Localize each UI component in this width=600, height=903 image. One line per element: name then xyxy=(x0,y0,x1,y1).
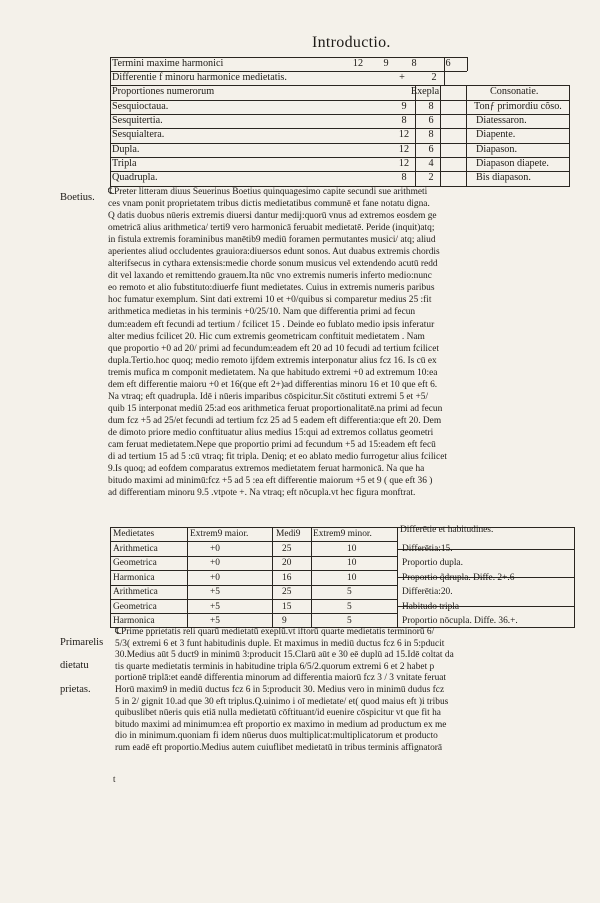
cell: 5 xyxy=(347,587,352,598)
column-header: Differētie et habitudines. xyxy=(400,525,494,535)
cell: 12 xyxy=(398,158,410,169)
cell: 12 xyxy=(398,144,410,155)
text-line: de dimoto priore medio conftituatur alius medius 15:qui ad extremos collatus geometri xyxy=(108,427,434,438)
cell: 16 xyxy=(282,572,292,583)
column-header: Medi9 xyxy=(276,529,301,539)
cell: Arithmetica xyxy=(113,544,158,554)
text-line: ad differentiam minoru 9.5 .vtpote +. Na vtraq; eft nōcupla.vt hec figura monftrat. xyxy=(108,488,416,499)
column-header: Medietates xyxy=(113,529,155,539)
text-line: dum fcz +5 ad 25/et fecundi ad tertium fcz 25 ad 5 eadem eft differentia:que eft 20. Dem xyxy=(108,415,442,426)
cell: 5 xyxy=(347,616,352,626)
margin-note: dietatu xyxy=(60,660,89,671)
row-label: Dupla. xyxy=(112,144,140,155)
running-header: Introductio. xyxy=(312,34,391,51)
text-line: dio in minimum.quoniam fi idem nūerus duos multiplicat:multiplicatorum et producto xyxy=(115,731,438,742)
cell: Geometrica xyxy=(113,601,157,612)
cell: + xyxy=(399,72,405,83)
table-header-row xyxy=(110,527,576,542)
cell: 5 xyxy=(347,601,352,612)
cell: 12 xyxy=(398,129,410,140)
text-line: dem eft differentie maioru +0 et 16(que eft 2+)ad differentias minoru 16 et 10 que eft 6. xyxy=(108,379,438,390)
cell: 25 xyxy=(282,544,292,554)
text-line: Na vtraq; eft quadrupla. Idē i nūeris imparibus cōspicitur.Sit cōstituti extremi 5 et +5/ xyxy=(108,391,429,402)
cell: Exepla xyxy=(410,86,440,97)
text-line: Q datis duobus nūeris extremis diuersi dantur medij:quorū vnus ad extremos eosdem ge xyxy=(108,211,437,222)
text-line: hoc fumatur exemplum. Sint dati extremi 10 et +0/quibus si comparetur medius 25 :fit xyxy=(108,295,432,306)
text-line: 5 in 2/ gignit 10.ad que 30 eft triplus.Q.uinimo i oī medietate/ et( quod maius eft )i tribus xyxy=(115,696,449,707)
row-label: Sesquitertia. xyxy=(112,115,163,126)
row-label: Differentie f minoru harmonice medietatis. xyxy=(112,72,287,83)
table-row xyxy=(110,143,570,157)
text-line: tremis mufica m componit medietatem. Na que habitudo extremi +0 ad extremum 10:ea xyxy=(108,367,438,378)
row-label: Sesquialtera. xyxy=(112,129,165,140)
cell: 8 xyxy=(428,129,434,140)
cell-note: Differētia:20. xyxy=(402,587,453,598)
cell: Diatessaron. xyxy=(476,115,527,126)
cell: Harmonica xyxy=(113,572,155,583)
table-row xyxy=(110,585,576,600)
text-line: eo remoto et alio fubstituto:diuerfe fiunt medietates. Cuius in extremis numeris paribus xyxy=(108,283,435,294)
table-row xyxy=(110,542,576,557)
cell: 6 xyxy=(428,144,434,155)
text-line: alterifsecus in cythara extensis:medie chorde sonum musicus vel extendendo acutū redd xyxy=(108,259,438,270)
text-line: cam feruat medietatem.Nepe que proportio primi ad fecundum +5 ad 15:eadem eft fecū xyxy=(108,439,436,450)
text-line: portionē triplā:et eandē differentia minorum ad differentia maiorū fcz 3 / 3 vnitate feruat xyxy=(115,673,447,684)
cell-note: Differētia:15. xyxy=(402,544,453,554)
text-line: bitudo maximi ad minimum:ea eft proportio ex maximo in medium ad productum ex me xyxy=(115,719,447,730)
cell: 9 xyxy=(282,616,287,626)
cell: 10 xyxy=(347,572,357,583)
cell: 8 xyxy=(428,101,434,112)
cell: 4 xyxy=(428,158,434,169)
text-line: dupla.Tertio.hoc quoq; medio remoto ijfdem extremis interponatur alius fcz 16. Is cū ex xyxy=(108,355,437,366)
cell: Geometrica xyxy=(113,558,157,569)
text-line: dum:eadem eft fecundi ad tertium / fcilicet 15 . Deinde eo fublato medio ipsis inferatur xyxy=(108,319,435,330)
table-row xyxy=(110,114,570,128)
cell: 12 xyxy=(352,58,364,69)
table-row xyxy=(110,171,570,185)
cell: 8 xyxy=(401,115,407,126)
margin-note: prietas. xyxy=(60,684,91,695)
cell-note: Proportio nōcupla. Diffe. 36.+. xyxy=(402,616,518,626)
table-row xyxy=(110,556,576,571)
cell: 9 xyxy=(401,101,407,112)
cell: +0 xyxy=(210,558,220,569)
text-line: di ad tertium 15 ad 5 :cū vtraq; fit tripla. Deniq; et eo ablato medio furrogetur alius fcilicet xyxy=(108,452,447,463)
text-line: aperientes aliud occludentes grauiora:diuersos edunt sonos. Aut duabus extremis chordis xyxy=(108,247,440,258)
cell: 10 xyxy=(347,544,357,554)
text-line: bitudo maximi ad minimū:fcz +5 ad 5 :ea eft differentie maiorum +5 et 9 ( que eft 36 ) xyxy=(108,476,433,487)
table-row xyxy=(110,71,570,85)
body-text xyxy=(108,186,570,499)
text-line: 9.Is quoq; ad eofdem comparatus extremos medietatem feruat harmonicā. Na que ha xyxy=(108,464,425,475)
text-line: ℄Preter litteram diuus Seuerinus Boetius quinquagesimo capite secundi sue arithmeti xyxy=(108,187,428,197)
row-label: Proportiones numerorum xyxy=(112,86,215,97)
cell: 15 xyxy=(282,601,292,612)
cell: 2 xyxy=(431,72,437,83)
column-header: Extrem9 maior. xyxy=(190,529,249,539)
text-line: dit vel laxando et remittendo grauem.Ita nūc vno extremis numeris inferto medio:nunc xyxy=(108,271,432,282)
cell: 2 xyxy=(428,172,434,183)
cell: +0 xyxy=(210,544,220,554)
text-line: Horū maxim9 in mediū ductus fcz 6 in 5:producit 30. Medius vero in minimū dudus fcz xyxy=(115,684,445,695)
cell: +5 xyxy=(210,587,220,598)
row-label: Sesquioctaua. xyxy=(112,101,169,112)
cell: +5 xyxy=(210,601,220,612)
text-line: 5/3( extremi 6 et 3 funt habitudinis duple. Et maximus in mediū ductus fcz 6 in 5:pducit xyxy=(115,638,445,649)
text-line: rum eadē eft proportio.Medius autem cuiuflibet medietatū in tribus terminis affignatorā xyxy=(115,742,443,753)
cell: Consonatie. xyxy=(490,86,539,97)
cell: Arithmetica xyxy=(113,587,158,598)
text-line: in fistula extremis foraminibus manētib9 mediū foramen permutantes musici/ atq; aliud xyxy=(108,235,436,246)
text-line: quib 15 interponat mediū 25:ad eos arithmetica feruat proportionalitatē.na primi ad fecun xyxy=(108,403,443,414)
text-line: ℄Prime pprietatis reli quarū medietatū exeplū.vt iftorū quarte medietatis terminorū 6/ xyxy=(115,627,435,637)
cell: 10 xyxy=(347,558,357,569)
cell: +0 xyxy=(210,572,220,583)
cell: Diapente. xyxy=(476,129,516,140)
cell: Bis diapason. xyxy=(476,172,531,183)
text-line: ometricā alius arithmetica/ terti9 vero harmonicā feruabit medietatē. Peride (inquit)atq; xyxy=(108,223,435,234)
cell: Harmonica xyxy=(113,616,155,626)
cell: 6 xyxy=(428,115,434,126)
margin-note: Primarelis xyxy=(60,637,104,648)
row-label: Quadrupla. xyxy=(112,172,158,183)
text-line: que proportio +0 ad 20/ primi ad fecundum:eadem eft 20 ad 10 fecudi ad tertium fcilicet xyxy=(108,343,439,354)
text-line: quibuslibet nūeris quis etiā nulla medietatū cōftituant/id euenire cōspicitur vt que fit ha xyxy=(115,708,441,719)
cell: 6 xyxy=(445,58,451,69)
cell: +5 xyxy=(210,616,220,626)
table-row xyxy=(110,57,570,71)
cell: 25 xyxy=(282,587,292,598)
table-row xyxy=(110,571,576,586)
cell-note: Proportio dupla. xyxy=(402,558,463,569)
table-row xyxy=(110,85,570,99)
text-line: arithmetica medietas in his terminis +0/25/10. Nam que differentia primi ad fecun xyxy=(108,307,416,318)
text-line: ces vnam ponit proprietatem tribus dictis medietatibus communē et fane notatu digna. xyxy=(108,199,430,210)
cell-note: Habitudo tripla xyxy=(402,601,460,612)
text-line: 30.Medius aūt 5 duct9 in minimū 3:producit 15.Clarū aūt e 30 eē duplū ad 15.Idē coltat da xyxy=(115,650,454,661)
row-label: Termini maxime harmonici xyxy=(112,58,224,69)
cell: 9 xyxy=(383,58,389,69)
body-text-2 xyxy=(115,627,580,755)
table-row xyxy=(110,128,570,142)
cell: Tonƒ primordiu cõso. xyxy=(474,101,562,112)
table-row xyxy=(110,157,570,171)
column-header: Extrem9 minor. xyxy=(313,529,372,539)
cell: 8 xyxy=(401,172,407,183)
margin-note: Boetius. xyxy=(60,192,95,203)
text-line: tis quarte medietatis terminis in habitudine tripla 6/5/2.quorum extremi 6 et 2 habet p xyxy=(115,661,435,672)
text-line: alter medius fcilicet 20. Hic cum extremis geometricam conftituit medietatem . Nam xyxy=(108,331,425,342)
signature-mark: t xyxy=(113,774,116,784)
cell: 8 xyxy=(411,58,417,69)
cell: Diapason diapete. xyxy=(476,158,549,169)
cell: Diapason. xyxy=(476,144,518,155)
cell-note: Proportio q̃drupla. Diffe. 2+.6 xyxy=(402,572,515,583)
table-row xyxy=(110,600,576,615)
row-label: Tripla xyxy=(112,158,137,169)
cell: 20 xyxy=(282,558,292,569)
table-row xyxy=(110,100,570,114)
